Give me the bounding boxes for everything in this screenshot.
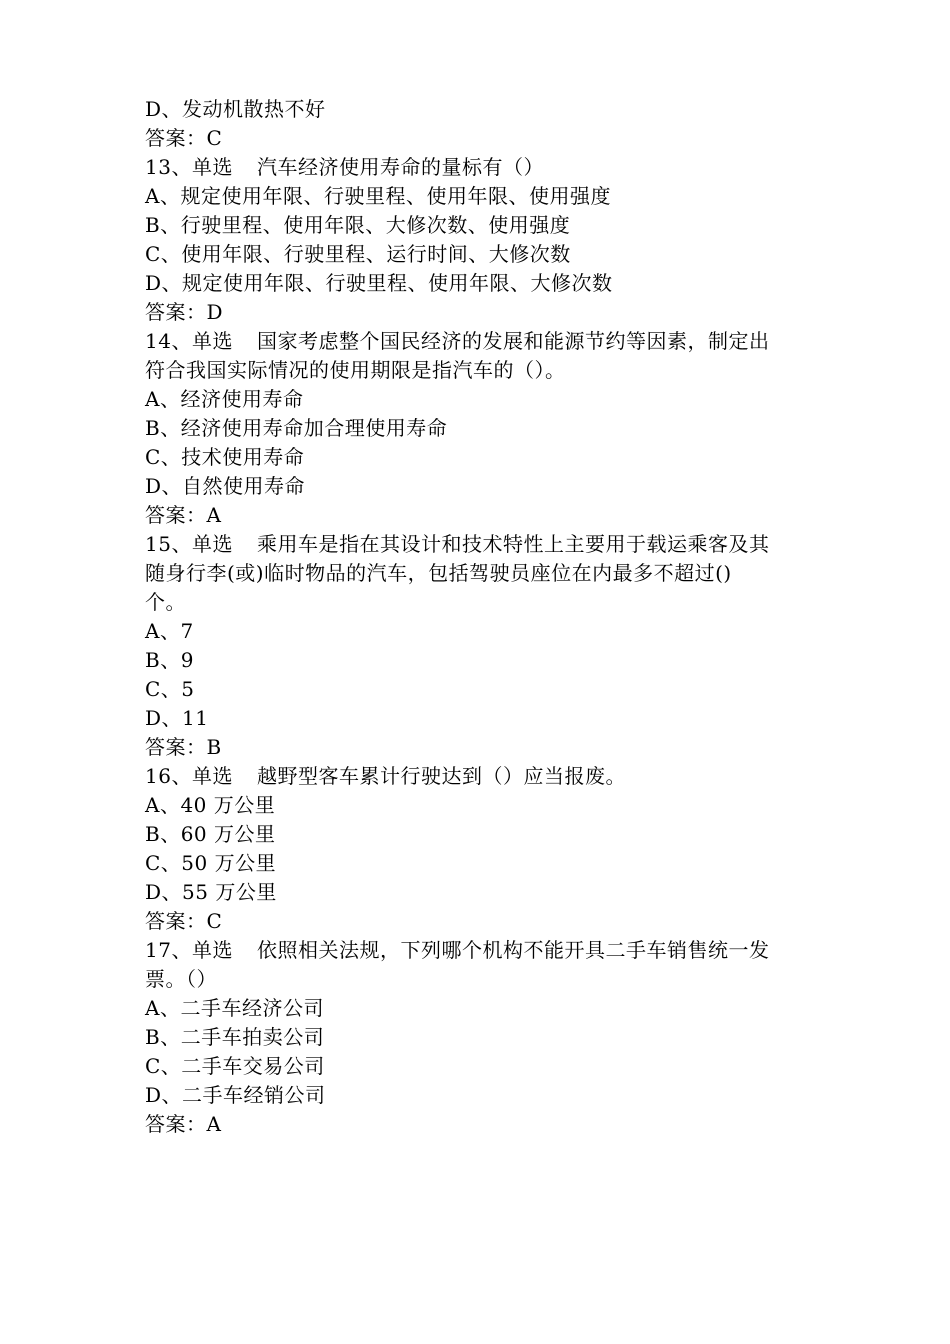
option-c: C、使用年限、行驶里程、运行时间、大修次数: [145, 242, 571, 266]
question-text-continued: 票。（）: [145, 967, 217, 991]
answer: 答案：D: [145, 300, 224, 324]
answer: 答案：B: [145, 735, 222, 759]
question-stem: [145, 530, 810, 559]
question-text: 汽车经济使用寿命的量标有（）: [256, 155, 544, 179]
option-d: D、自然使用寿命: [145, 474, 306, 498]
option-d: D、二手车经销公司: [145, 1083, 326, 1107]
option-a: A、经济使用寿命: [145, 387, 304, 411]
option-b: B、9: [145, 648, 194, 672]
question-text-continued: 符合我国实际情况的使用期限是指汽车的（）。: [145, 358, 566, 382]
option-b: B、二手车拍卖公司: [145, 1025, 325, 1049]
question-stem: [145, 327, 810, 356]
question-text: 越野型客车累计行驶达到（）应当报废。: [256, 764, 626, 788]
question-text: 依照相关法规，下列哪个机构不能开具二手车销售统一发: [256, 938, 770, 962]
question-number: 14、单选: [145, 329, 233, 353]
option-b: B、经济使用寿命加合理使用寿命: [145, 416, 448, 440]
option-c: C、技术使用寿命: [145, 445, 305, 469]
question-number: 17、单选: [145, 938, 233, 962]
option-a: A、规定使用年限、行驶里程、使用年限、使用强度: [145, 184, 611, 208]
question-text: 国家考虑整个国民经济的发展和能源节约等因素，制定出: [256, 329, 770, 353]
option-c: C、5: [145, 677, 195, 701]
question-14: [145, 327, 810, 530]
answer: 答案：A: [145, 1112, 222, 1136]
question-13: [145, 153, 810, 327]
question-text: 乘用车是指在其设计和技术特性上主要用于载运乘客及其: [256, 532, 770, 556]
option-a: A、二手车经济公司: [145, 996, 324, 1020]
answer: 答案：C: [145, 126, 223, 150]
option-a: A、40 万公里: [145, 793, 276, 817]
question-stem: [145, 936, 810, 965]
question-17: [145, 936, 810, 1139]
question-text-continued: 随身行李(或)临时物品的汽车，包括驾驶员座位在内最多不超过(): [145, 561, 732, 585]
option-d: D、55 万公里: [145, 880, 277, 904]
question-16: [145, 762, 810, 936]
question-15: [145, 530, 810, 762]
option-d: D、11: [145, 706, 209, 730]
option-a: A、7: [145, 619, 194, 643]
option-d: D、发动机散热不好: [145, 97, 326, 121]
answer: 答案：A: [145, 503, 222, 527]
option-b: B、行驶里程、使用年限、大修次数、使用强度: [145, 213, 571, 237]
option-d: D、规定使用年限、行驶里程、使用年限、大修次数: [145, 271, 613, 295]
question-stem: [145, 762, 810, 791]
question-number: 16、单选: [145, 764, 233, 788]
question-stem: [145, 153, 810, 182]
document-content: [145, 95, 810, 1139]
option-b: B、60 万公里: [145, 822, 276, 846]
option-c: C、50 万公里: [145, 851, 277, 875]
question-number: 13、单选: [145, 155, 233, 179]
question-text-continued: 个。: [145, 590, 186, 614]
option-c: C、二手车交易公司: [145, 1054, 325, 1078]
question-number: 15、单选: [145, 532, 233, 556]
answer: 答案：C: [145, 909, 223, 933]
